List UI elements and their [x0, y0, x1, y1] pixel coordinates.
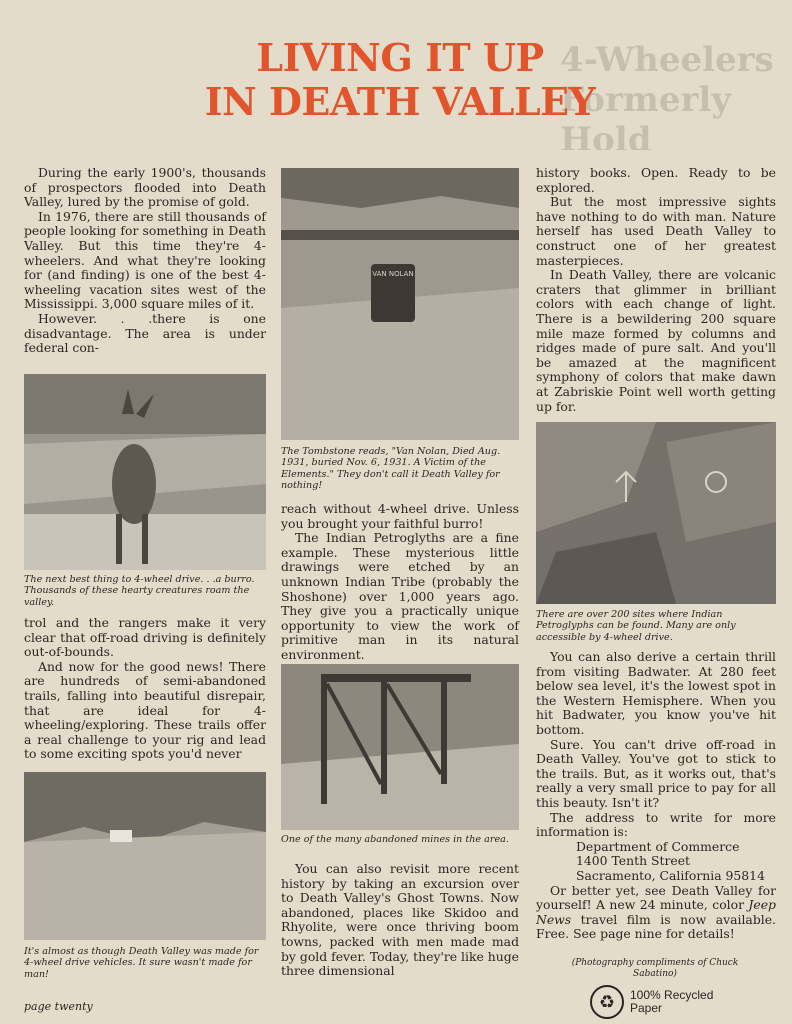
tombstone-caption: The Tombstone reads, "Van Nolan, Died Aug. 1931, buried Nov. 6, 1931. A Victim of the Elements." They don't call it Death Valley for nothing!	[281, 446, 501, 492]
photo-credit: (Photography compliments of Chuck Sabatino)	[571, 958, 739, 979]
tombstone-sign-text: VAN NOLAN	[372, 270, 414, 278]
column-3-bottom	[536, 650, 776, 942]
paragraph: The address to write for more information is:	[536, 809, 776, 840]
vehicle-caption: It's almost as though Death Valley was made for 4-wheel drive vehicles. It sure wasn't made for man!	[24, 946, 259, 980]
paragraph: Or better yet, see Death Valley for yourself! A new 24 minute, color Jeep News travel film is now available. Free. See page nine for details!	[536, 882, 776, 942]
burro-caption: The next best thing to 4-wheel drive. . .a burro. Thousands of these hearty creatures roam the valley.	[24, 574, 255, 608]
recycled-paper-badge: ♻ 100% Recycled Paper	[590, 985, 713, 1019]
petroglyphs-caption: There are over 200 sites where Indian Petroglyphs can be found. Many are only accessible by 4-wheel drive.	[536, 609, 736, 643]
burro-photo	[24, 374, 266, 570]
paragraph: But the most impressive sights have nothing to do with man. Nature herself has used Death Valley to construct one of her greatest masterpieces.	[536, 194, 776, 268]
column-3-top	[536, 166, 776, 414]
title-line-1: LIVING IT UP	[256, 35, 544, 80]
paragraph: trol and the rangers make it very clear that off-road driving is definitely out-of-bounds.	[24, 615, 266, 660]
paragraph: history books. Open. Ready to be explored.	[536, 165, 776, 195]
petroglyphs-image	[536, 422, 776, 604]
mine-photo	[281, 664, 519, 830]
bleed-through-text: 4-Wheelers Formerly Hold	[560, 40, 774, 150]
title-line-2: IN DEATH VALLEY	[204, 79, 596, 124]
column-1-middle	[24, 616, 266, 762]
column-2-bottom	[281, 862, 519, 979]
recycle-icon: ♻	[590, 985, 624, 1019]
paragraph: reach without 4-wheel drive. Unless you brought your faithful burro!	[281, 501, 519, 531]
page-number: page twenty	[24, 1000, 93, 1013]
column-2-middle	[281, 502, 519, 663]
paragraph: You can also revisit more recent history by taking an excursion over to Death Valley's Ghost Towns. Now abandoned, places like Skidoo and Rhyolite, were once thriving boom towns, packed with men made mad by gold fever. Today, they're like huge three dimensional	[281, 861, 519, 979]
paragraph: And now for the good news! There are hundreds of semi-abandoned trails, falling into beautiful disrepair, that are ideal for 4-wheeling/exploring. These trails offer a real challenge to your rig and lead to some exciting spots you'd never	[24, 658, 266, 762]
article-title	[150, 36, 650, 124]
tombstone-image	[281, 168, 519, 440]
address-line: 1400 Tenth Street	[576, 853, 691, 869]
paragraph: However. . .there is one disadvantage. The area is under federal con-	[24, 310, 266, 356]
address-line: Sacramento, California 95814	[576, 867, 765, 883]
paragraph: You can also derive a certain thrill from visiting Badwater. At 280 feet below sea level, it's the lowest spot in the Western Hemisphere. When you hit Badwater, you know you've hit bottom.	[536, 649, 776, 737]
burro-image	[24, 374, 266, 570]
mine-caption: One of the many abandoned mines in the area.	[281, 834, 509, 845]
vehicle-photo	[24, 772, 266, 940]
paragraph: In Death Valley, there are volcanic craters that glimmer in brilliant colors with each change of light. There is a bewildering 200 square mile maze formed by columns and ridges made of pure salt. And you'll be amazed at the magnificent symphony of colors that make dawn at Zabriskie Point well worth getting up for.	[536, 267, 776, 414]
vehicle-image	[24, 772, 266, 940]
paragraph: During the early 1900's, thousands of prospectors flooded into Death Valley, lured by the promise of gold.	[24, 165, 266, 210]
petroglyphs-photo	[536, 422, 776, 604]
address-line: Department of Commerce	[576, 838, 740, 854]
paragraph: In 1976, there are still thousands of people looking for something in Death Valley. But this time they're 4-wheelers. And what they're looking for (and finding) is one of the best 4-wheeling vacation sites west of the Mississippi. 3,000 square miles of it.	[24, 208, 266, 312]
paragraph: The Indian Petroglyths are a fine example. These mysterious little drawings were etched by an unknown Indian Tribe (probably the Shoshone) over 1,000 years ago. They give you a practically unique opportunity to view the work of primitive man in its natural environment.	[281, 530, 519, 662]
tombstone-photo	[281, 168, 519, 440]
column-1-top	[24, 166, 266, 356]
mine-image	[281, 664, 519, 830]
paragraph: Sure. You can't drive off-road in Death Valley. You've got to stick to the trails. But, as it works out, that's really a very small price to pay for all this beauty. Isn't it?	[536, 736, 776, 810]
